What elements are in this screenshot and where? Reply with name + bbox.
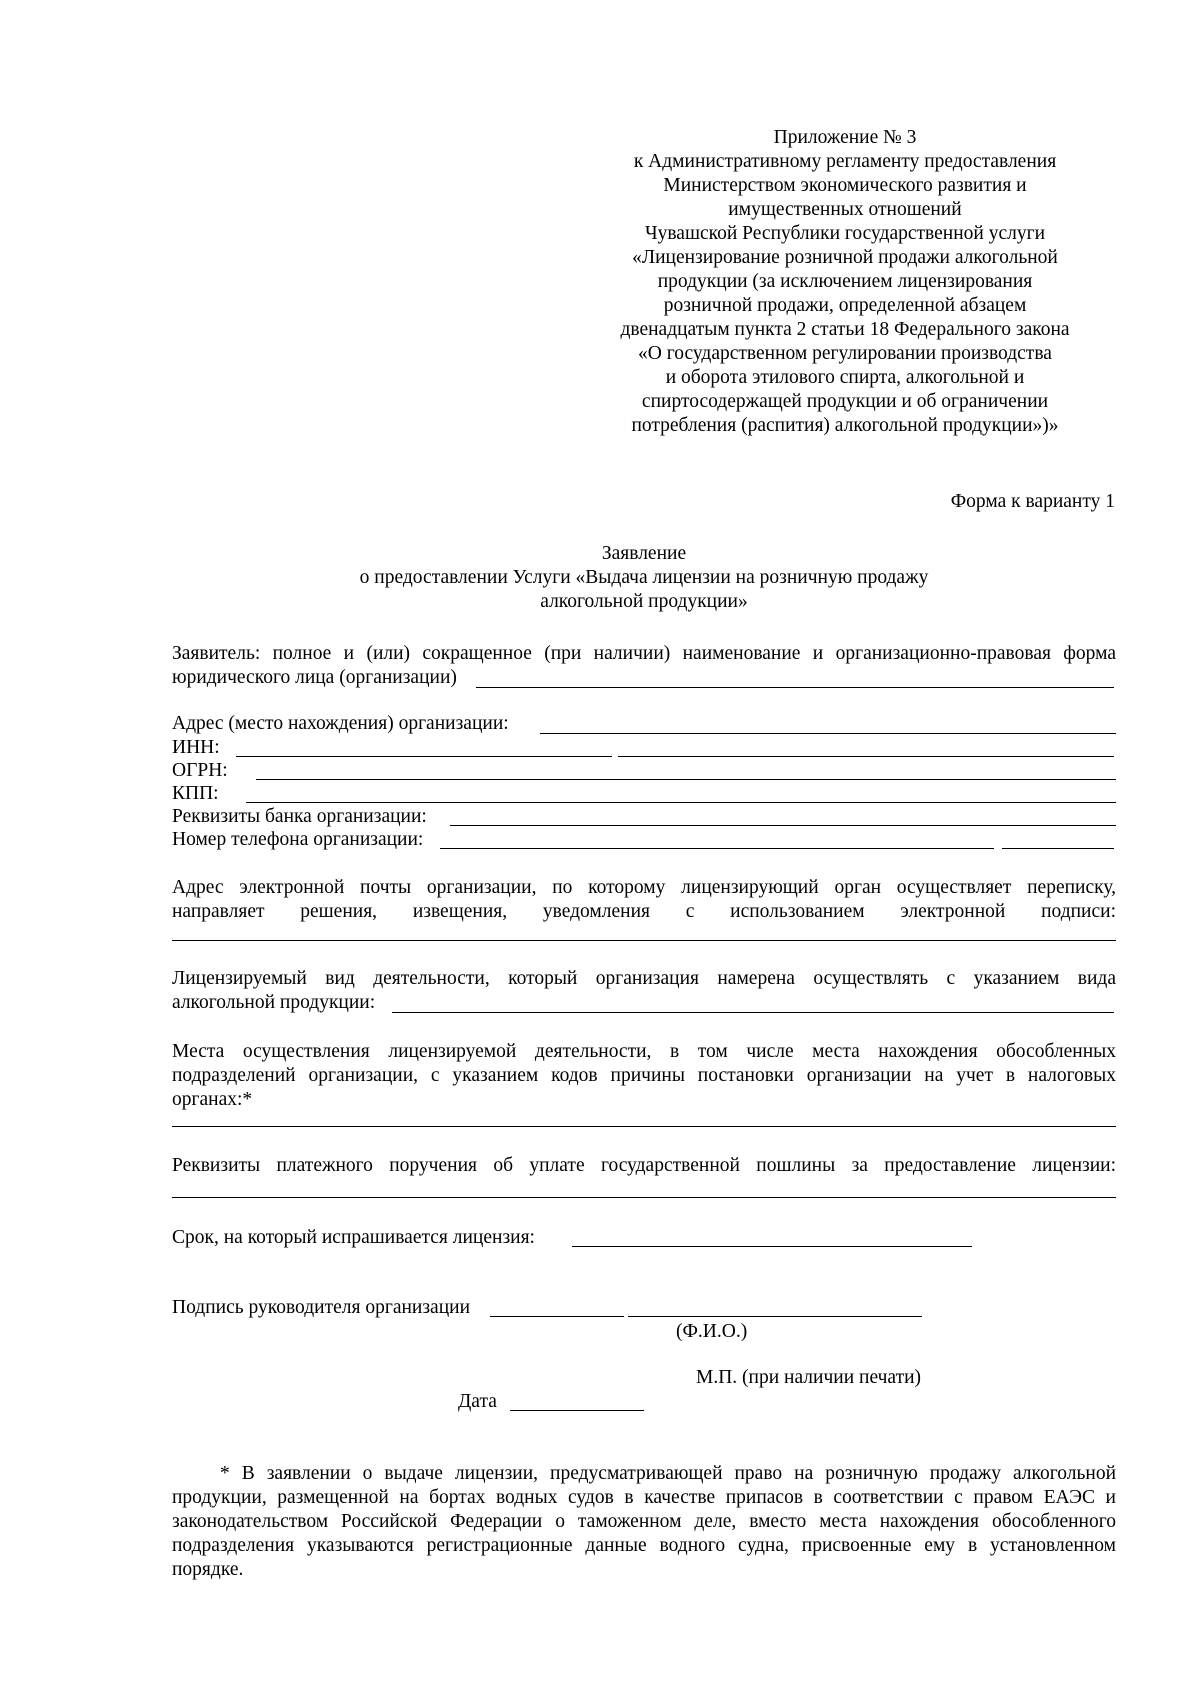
signature-field[interactable] — [490, 1316, 624, 1317]
appendix-line: розничной продажи, определенной абзацем — [663, 295, 1027, 316]
document-title — [172, 542, 1116, 614]
inn-field-b[interactable] — [618, 756, 1114, 757]
inn-field-a[interactable] — [236, 756, 612, 757]
footnote: * В заявлении о выдаче лицензии, предусматривающей право на розничную продажу алкогольной продукции, размещенной на бортах водных судов в качестве припасов в соответствии с правом ЕАЭС и законодательством Российской Федерации о таможенном деле, вместо места нахождения обособленного подразделения указываются регистрационные данные водного судна, присвоенные ему в установленном порядке. — [172, 1463, 1116, 1580]
term-label: Срок, на который испрашивается лицензия: — [172, 1227, 535, 1248]
bank-label: Реквизиты банка организации: — [172, 806, 427, 827]
places-label-line3: органах:* — [172, 1089, 253, 1110]
appendix-line: Приложение № 3 — [773, 127, 917, 148]
kpp-field[interactable] — [246, 802, 1116, 803]
title-line: алкогольной продукции» — [540, 591, 748, 612]
date-label: Дата — [458, 1391, 497, 1412]
phone-field-a[interactable] — [440, 848, 994, 849]
appendix-line: «Лицензирование розничной продажи алкогольной — [632, 247, 1058, 268]
title-line: Заявление — [601, 543, 687, 564]
appendix-line: Министерством экономического развития и — [663, 175, 1027, 196]
email-label-line2: направляет решения, извещения, уведомления с использованием электронной подписи: — [172, 901, 1116, 922]
address-label: Адрес (место нахождения) организации: — [172, 713, 509, 734]
phone-field-b[interactable] — [1002, 848, 1114, 849]
appendix-line: двенадцатым пункта 2 статьи 18 Федерального закона — [620, 319, 1070, 340]
appendix-line: к Административному регламенту предоставления — [633, 151, 1057, 172]
kpp-label: КПП: — [172, 783, 219, 804]
activity-label-line2: алкогольной продукции: — [172, 992, 376, 1013]
activity-field[interactable] — [392, 1012, 1114, 1013]
ogrn-label: ОГРН: — [172, 760, 228, 781]
stamp-label: М.П. (при наличии печати) — [696, 1367, 922, 1388]
activity-label-line1: Лицензируемый вид деятельности, который организация намерена осуществлять с указанием вида — [172, 968, 1116, 989]
appendix-line: продукции (за исключением лицензирования — [657, 271, 1033, 292]
form-variant: Форма к варианту 1 — [950, 491, 1115, 512]
email-field[interactable] — [172, 940, 1116, 941]
bank-field[interactable] — [450, 825, 1116, 826]
applicant-label-line2: юридического лица (организации) — [172, 667, 457, 688]
fio-field[interactable] — [628, 1316, 922, 1317]
appendix-line: имущественных отношений — [728, 199, 962, 220]
ogrn-field[interactable] — [256, 779, 1116, 780]
places-label-line1: Места осуществления лицензируемой деятельности, в том числе места нахождения обособленных — [172, 1041, 1116, 1062]
appendix-line: спиртосодержащей продукции и об ограничении — [641, 391, 1049, 412]
inn-label: ИНН: — [172, 737, 220, 758]
places-label-line2: подразделений организации, с указанием кодов причины постановки организации на учет в налоговых — [172, 1065, 1116, 1086]
term-field[interactable] — [572, 1246, 972, 1247]
applicant-field[interactable] — [476, 687, 1114, 688]
payment-field[interactable] — [172, 1197, 1116, 1198]
appendix-header — [560, 126, 1130, 438]
title-line: о предоставлении Услуги «Выдача лицензии на розничную продажу — [359, 567, 929, 588]
appendix-line: и оборота этилового спирта, алкогольной и — [665, 367, 1025, 388]
appendix-line: «О государственном регулировании производства — [638, 343, 1052, 364]
appendix-line: Чувашской Республики государственной услуги — [644, 223, 1046, 244]
email-label-line1: Адрес электронной почты организации, по которому лицензирующий орган осуществляет переписку, — [172, 877, 1116, 898]
payment-label: Реквизиты платежного поручения об уплате государственной пошлины за предоставление лицензии: — [172, 1155, 1116, 1176]
places-field[interactable] — [172, 1126, 1116, 1127]
date-field[interactable] — [510, 1410, 644, 1411]
signature-label: Подпись руководителя организации — [172, 1297, 471, 1318]
address-field[interactable] — [540, 733, 1116, 734]
appendix-line: потребления (распития) алкогольной продукции»)» — [631, 415, 1059, 436]
fio-caption: (Ф.И.О.) — [676, 1321, 748, 1342]
applicant-label-line1: Заявитель: полное и (или) сокращенное (при наличии) наименование и организационно-правовая форма — [172, 643, 1116, 664]
phone-label: Номер телефона организации: — [172, 829, 424, 850]
